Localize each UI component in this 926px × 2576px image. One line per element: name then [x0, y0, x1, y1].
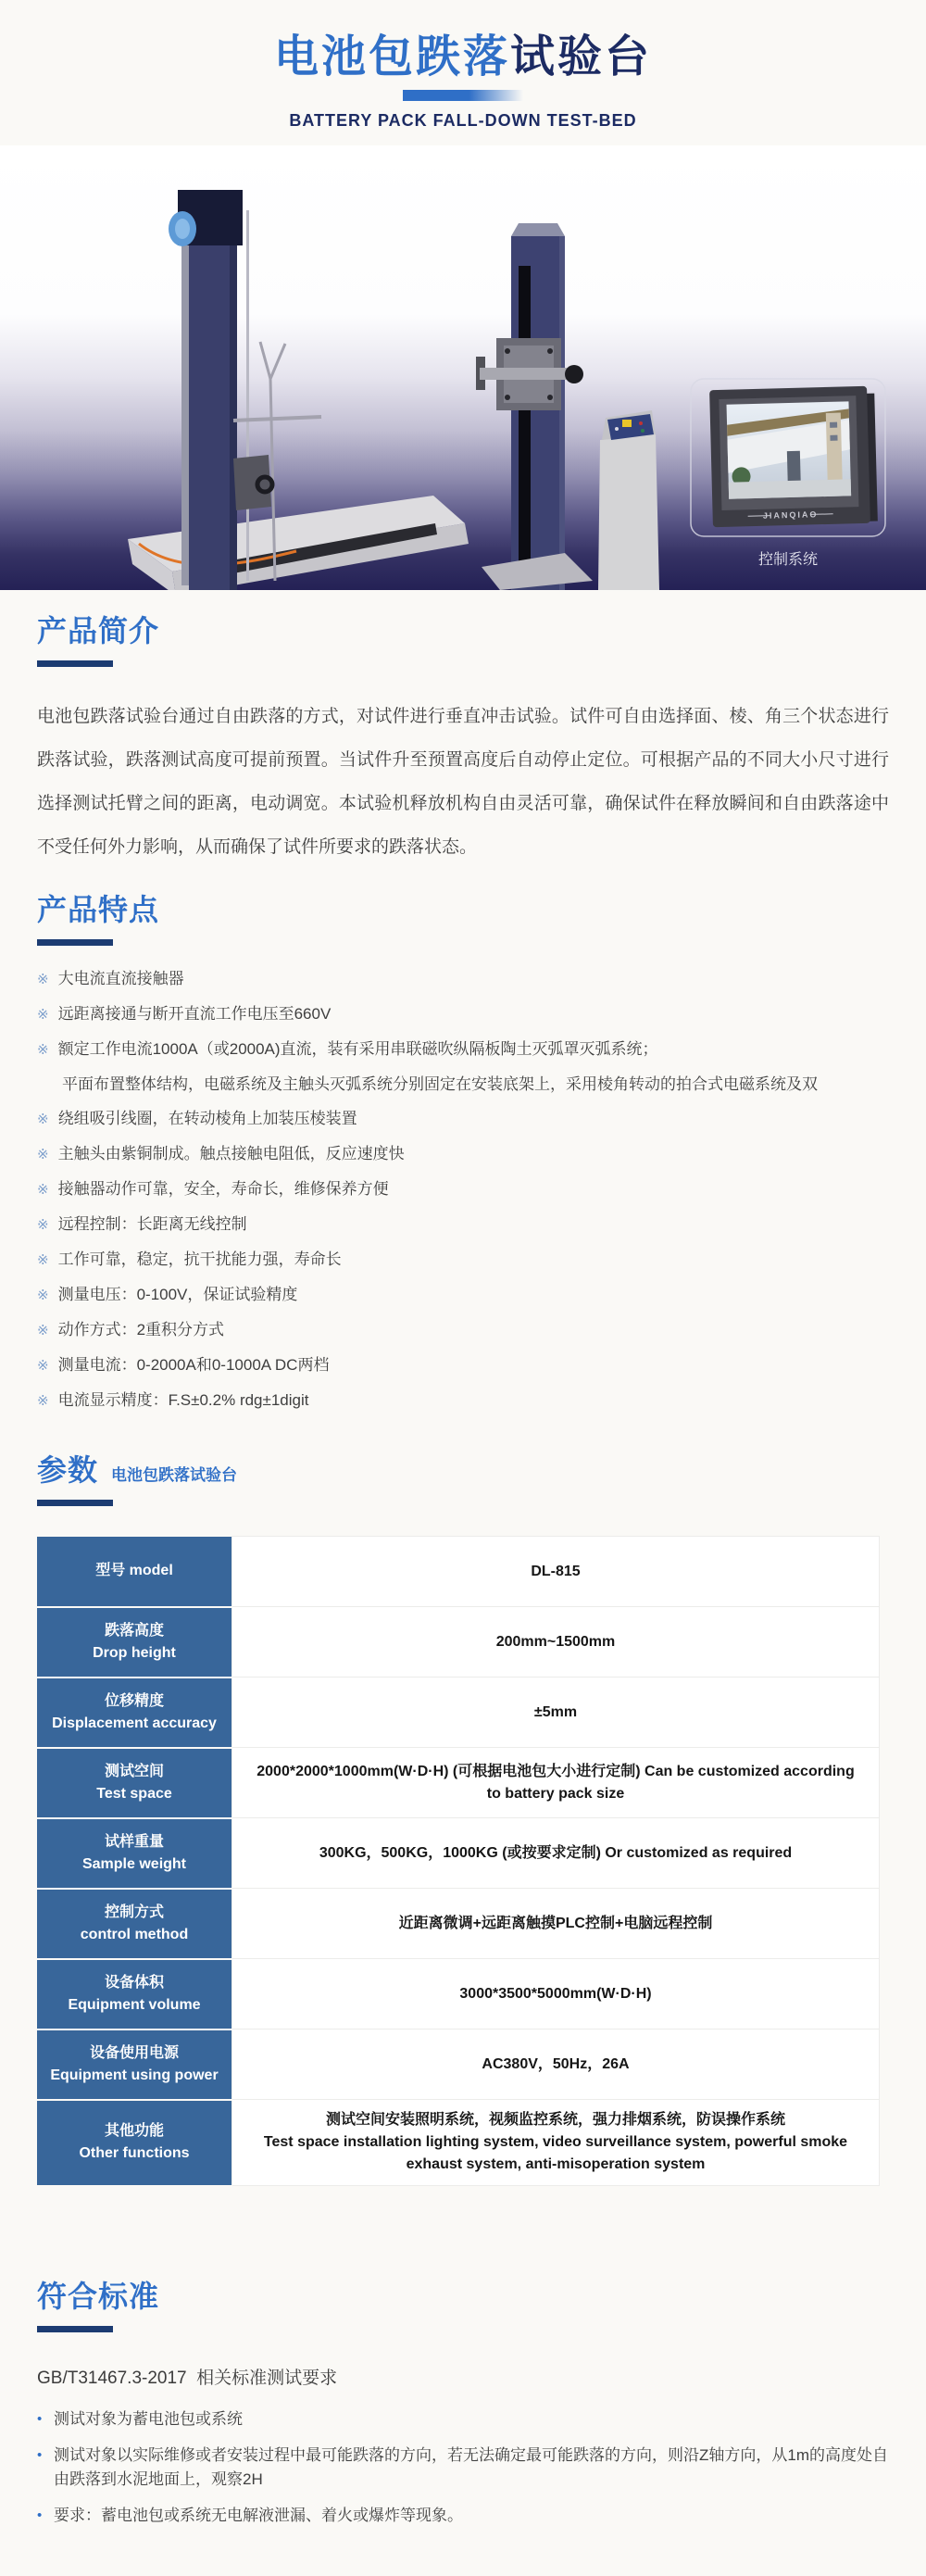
- feature-item-continuation: [37, 1075, 889, 1094]
- dot-bullet-icon: •: [37, 2446, 43, 2463]
- feature-text: 大电流直流接触器: [57, 970, 184, 987]
- feature-item: [37, 970, 889, 989]
- section-standards: [37, 2280, 889, 2528]
- spec-value: [232, 1678, 880, 1748]
- spec-label-en: Test space: [96, 1785, 172, 1802]
- feature-item: [37, 1356, 889, 1376]
- spec-value: [232, 2100, 880, 2186]
- list-item: [37, 2504, 889, 2528]
- spec-value-line: Test space installation lighting system, video surveillance system, powerful smoke exhaust system, anti-misoperation system: [263, 2134, 848, 2172]
- list-item: [37, 2407, 889, 2431]
- feature-text: 电流显示精度：F.S±0.2% rdg±1digit: [57, 1391, 309, 1409]
- spec-label-zh: 测试空间: [104, 1763, 164, 1779]
- section-intro: [37, 614, 889, 869]
- feature-text: 主触头由紫铜制成。触点接触电阻低，反应速度快: [57, 1145, 405, 1162]
- section-specs: [37, 1453, 889, 2187]
- feature-text: 远程控制：长距离无线控制: [57, 1215, 247, 1233]
- dot-bullet-icon: •: [37, 2507, 43, 2523]
- standards-list: [37, 2407, 889, 2528]
- feature-item: [37, 1005, 889, 1024]
- asterisk-bullet-icon: ※: [37, 1288, 49, 1303]
- feature-text: 工作可靠，稳定，抗干扰能力强，寿命长: [57, 1250, 342, 1268]
- spec-value-line: 2000*2000*1000mm(W·D·H) (可根据电池包大小进行定制) Can be customized according to battery pack size: [257, 1763, 855, 1802]
- table-row: [37, 1748, 880, 1818]
- spec-label-en: Displacement accuracy: [52, 1715, 217, 1731]
- page-title: [0, 33, 926, 82]
- page-subtitle: BATTERY PACK FALL-DOWN TEST-BED: [289, 111, 637, 130]
- asterisk-bullet-icon: ※: [37, 1217, 49, 1233]
- spec-label-en: Drop height: [93, 1644, 176, 1661]
- feature-text: 额定工作电流1000A（或2000A)直流，装有采用串联磁吹纵隔板陶土灭弧罩灭弧系统；: [57, 1040, 658, 1058]
- feature-item: [37, 1145, 889, 1164]
- spec-label-zh: 控制方式: [104, 1904, 164, 1920]
- asterisk-bullet-icon: ※: [37, 1112, 49, 1127]
- specs-heading: 参数: [37, 1453, 99, 1487]
- asterisk-bullet-icon: ※: [37, 1042, 49, 1058]
- spec-label-zh: 位移精度: [104, 1692, 164, 1709]
- feature-item: [37, 1321, 889, 1340]
- spec-label-en: Other functions: [79, 2145, 190, 2161]
- feature-text: 测量电压：0-100V，保证试验精度: [57, 1286, 298, 1303]
- asterisk-bullet-icon: ※: [37, 1182, 49, 1198]
- spec-value-line: DL-815: [531, 1563, 581, 1579]
- spec-table: [37, 1536, 880, 2187]
- spec-value: [232, 1959, 880, 2029]
- spec-label-zh: 设备使用电源: [89, 2044, 179, 2061]
- asterisk-bullet-icon: ※: [37, 1007, 49, 1023]
- table-row: [37, 2029, 880, 2100]
- table-row: [37, 1818, 880, 1889]
- specs-heading-divider: [37, 1500, 113, 1506]
- feature-text: 绕组吸引线圈，在转动棱角上加装压棱装置: [57, 1110, 357, 1127]
- feature-item: [37, 1286, 889, 1305]
- feature-text: 动作方式：2重积分方式: [57, 1321, 225, 1338]
- spec-label: [37, 1889, 232, 1959]
- asterisk-bullet-icon: ※: [37, 1147, 49, 1162]
- spec-label: [37, 1818, 232, 1889]
- asterisk-bullet-icon: ※: [37, 1393, 49, 1409]
- spec-label-en: Equipment using power: [50, 2067, 219, 2083]
- control-console: [598, 410, 659, 590]
- spec-label-en: Equipment volume: [68, 1996, 201, 2013]
- feature-item: [37, 1110, 889, 1129]
- table-row: [37, 1607, 880, 1678]
- product-photo-illustration: [0, 145, 926, 590]
- monitor-caption: 控制系统: [757, 552, 819, 568]
- table-row: [37, 1889, 880, 1959]
- asterisk-bullet-icon: ※: [37, 972, 49, 987]
- standards-heading-divider: [37, 2326, 113, 2332]
- features-heading-divider: [37, 939, 113, 946]
- table-row: [37, 2100, 880, 2186]
- spec-value-line: 测试空间安装照明系统，视频监控系统，强力排烟系统，防误操作系统: [325, 2112, 785, 2128]
- spec-label: [37, 1607, 232, 1678]
- spec-label-zh: 试样重量: [104, 1833, 164, 1850]
- spec-value: [232, 1818, 880, 1889]
- page-title-highlight: 电池包跌落: [273, 32, 510, 82]
- table-row: [37, 1537, 880, 1607]
- spec-label-en: control method: [80, 1926, 189, 1942]
- feature-list: [37, 970, 889, 1411]
- intro-heading: 产品简介: [37, 614, 160, 647]
- list-item: [37, 2444, 889, 2492]
- spec-value-line: AC380V，50Hz，26A: [482, 2055, 630, 2072]
- spec-value: [232, 1537, 880, 1607]
- feature-item: [37, 1215, 889, 1235]
- spec-value-line: 近距离微调+远距离触摸PLC控制+电脑远程控制: [398, 1915, 713, 1931]
- standards-intro: GB/T31467.3-2017 相关标准测试要求: [37, 2368, 338, 2388]
- asterisk-bullet-icon: ※: [37, 1323, 49, 1338]
- standards-heading: 符合标准: [37, 2279, 160, 2313]
- features-heading: 产品特点: [37, 893, 160, 926]
- table-row: [37, 1959, 880, 2029]
- intro-paragraph: 电池包跌落试验台通过自由跌落的方式，对试件进行垂直冲击试验。试件可自由选择面、棱、角三个状态进行跌落试验，跌落测试高度可提前预置。当试件升至预置高度后自动停止定位。可根据产品的不同大小尺寸进行选择测试托臂之间的距离，电动调宽。本试验机释放机构自由灵活可靠，确保试件在释放瞬间和自由跌落途中不受任何外力影响，从而确保了试件所要求的跌落状态。: [37, 707, 889, 857]
- standard-text: 测试对象为蓄电池包或系统: [54, 2409, 243, 2428]
- page-title-rest: 试验台: [510, 32, 653, 82]
- spec-value-line: ±5mm: [533, 1703, 578, 1720]
- feature-text: 测量电流：0-2000A和0-1000A DC两档: [57, 1356, 330, 1374]
- title-divider: [403, 90, 523, 101]
- specs-heading-row: [37, 1453, 889, 1488]
- standard-text: 测试对象以实际维修或者安装过程中最可能跌落的方向，若无法确定最可能跌落的方向，则沿Z轴方向，从1m的高度处自由跌落到水泥地面上，观察2H: [54, 2445, 888, 2488]
- spec-label-zh: 其他功能: [104, 2123, 164, 2139]
- spec-label-zh: 型号 model: [95, 1563, 173, 1578]
- spec-value-line: 300KG，500KG，1000KG (或按要求定制) Or customized as required: [319, 1844, 793, 1861]
- feature-item: [37, 1180, 889, 1200]
- spec-label-zh: 设备体积: [104, 1974, 164, 1991]
- spec-label: [37, 1748, 232, 1818]
- table-row: [37, 1678, 880, 1748]
- asterisk-bullet-icon: ※: [37, 1358, 49, 1374]
- spec-label: [37, 1959, 232, 2029]
- feature-item: [37, 1391, 889, 1411]
- spec-label: [37, 1537, 232, 1607]
- specs-heading-sub: 电池包跌落试验台: [111, 1466, 238, 1484]
- spec-value-line: 200mm~1500mm: [495, 1633, 616, 1650]
- clamp-plate: [233, 455, 271, 510]
- spec-label: [37, 2100, 232, 2186]
- feature-item: [37, 1040, 889, 1060]
- spec-label: [37, 2029, 232, 2100]
- spec-value: [232, 1748, 880, 1818]
- spec-label: [37, 1678, 232, 1748]
- feature-text: 远距离接通与断开直流工作电压至660V: [57, 1005, 332, 1023]
- asterisk-bullet-icon: ※: [37, 1252, 49, 1268]
- page-header: [0, 0, 926, 131]
- spec-value: [232, 1889, 880, 1959]
- feature-text: 平面布置整体结构，电磁系统及主触头灭弧系统分别固定在安装底架上，采用棱角转动的拍合式电磁系统及双: [62, 1075, 818, 1093]
- spec-value-line: 3000*3500*5000mm(W·D·H): [459, 1985, 652, 2002]
- spec-label-zh: 跌落高度: [104, 1622, 164, 1639]
- dot-bullet-icon: •: [37, 2410, 43, 2427]
- section-features: [37, 893, 889, 1411]
- spec-value: [232, 1607, 880, 1678]
- spec-value: [232, 2029, 880, 2100]
- feature-text: 接触器动作可靠，安全，寿命长，维修保养方便: [57, 1180, 389, 1198]
- standard-text: 要求：蓄电池包或系统无电解液泄漏、着火或爆炸等现象。: [54, 2506, 463, 2524]
- feature-item: [37, 1250, 889, 1270]
- hero-image: [0, 145, 926, 590]
- spec-label-en: Sample weight: [81, 1855, 187, 1872]
- monitor-brand-label: JIANQIAO: [762, 509, 819, 521]
- intro-heading-divider: [37, 660, 113, 667]
- monitor-screen: [727, 401, 852, 498]
